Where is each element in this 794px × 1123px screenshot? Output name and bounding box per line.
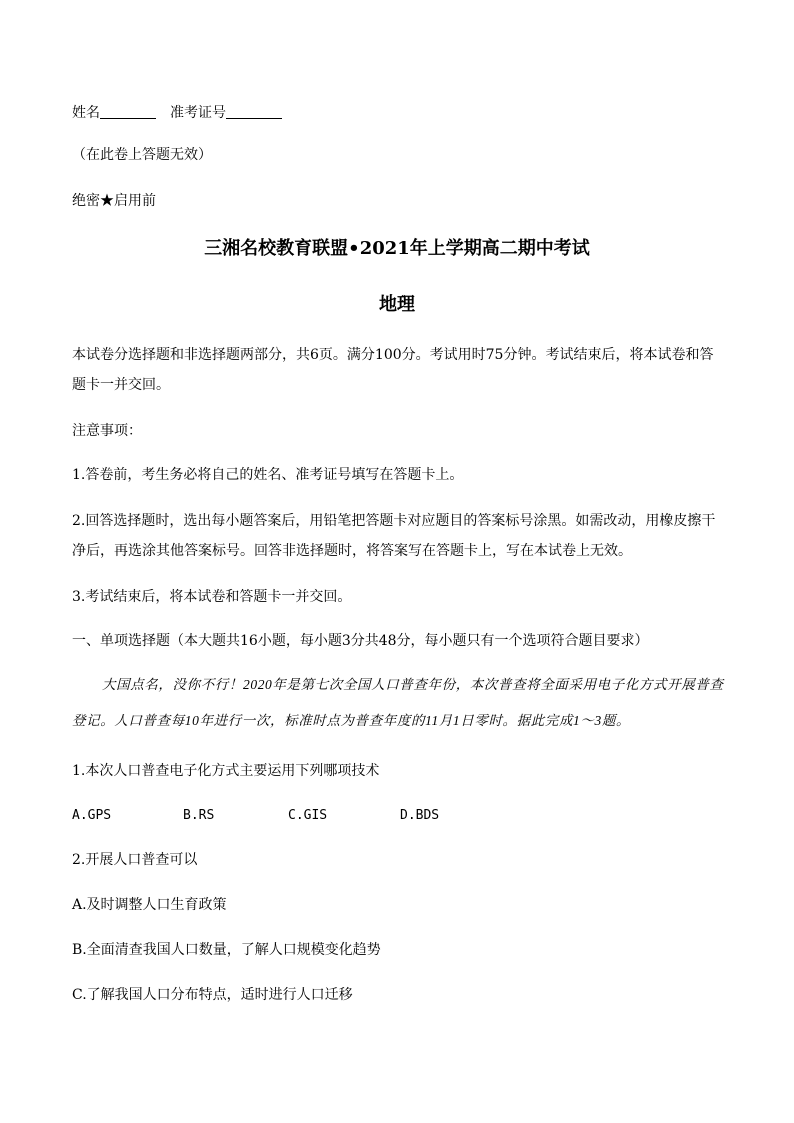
note-item-3: 3.考试结束后，将本试卷和答题卡一并交回。	[72, 589, 352, 605]
section-heading: 一、单项选择题（本大题共16小题，每小题3分共48分，每小题只有一个选项符合题目要求）	[72, 633, 649, 649]
invalid-note: （在此卷上答题无效）	[72, 147, 212, 163]
note-item-2: 2.回答选择题时，选出每小题答案后，用铅笔把答题卡对应题目的答案标号涂黑。如需改动，用橡皮擦干净后，再选涂其他答案标号。回答非选择题时，将答案写在答题卡上，写在本试卷上无效。	[72, 513, 716, 559]
exam-number-label: 准考证号	[170, 105, 226, 121]
passage-line-2: 登记。人口普查每10年进行一次，标准时点为普查年度的11月1日零时。据此完成1～3题。	[72, 713, 631, 728]
name-label: 姓名	[72, 105, 100, 121]
passage-line-1: 大国点名，没你不行！2020年是第七次全国人口普查年份，本次普查将全面采用电子化方式开展普查	[102, 677, 724, 692]
q1-option-b: B.RS	[183, 808, 215, 823]
q2-option-a: A.及时调整人口生育政策	[72, 897, 227, 913]
question-2-stem: 2.开展人口普查可以	[72, 852, 198, 868]
q2-option-c: C.了解我国人口分布特点，适时进行人口迁移	[72, 987, 353, 1003]
q1-option-c: C.GIS	[288, 808, 328, 823]
exam-title: 三湘名校教育联盟•2021年上学期高二期中考试	[204, 238, 590, 259]
notes-heading: 注意事项：	[72, 423, 142, 439]
secret-mark: 绝密★启用前	[72, 193, 156, 209]
intro-paragraph: 本试卷分选择题和非选择题两部分，共6页。满分100分。考试用时75分钟。考试结束后，将本试卷和答题卡一并交回。	[72, 347, 714, 393]
q1-option-a: A.GPS	[72, 808, 112, 823]
subject-title: 地理	[379, 294, 415, 315]
note-item-1: 1.答卷前，考生务必将自己的姓名、准考证号填写在答题卡上。	[72, 467, 464, 483]
q1-option-d: D.BDS	[400, 808, 440, 823]
name-blank	[100, 104, 156, 119]
exam-number-blank	[226, 104, 282, 119]
question-1-stem: 1.本次人口普查电子化方式主要运用下列哪项技术	[72, 763, 380, 779]
q2-option-b: B.全面清查我国人口数量，了解人口规模变化趋势	[72, 942, 381, 958]
candidate-info-line	[72, 103, 724, 123]
